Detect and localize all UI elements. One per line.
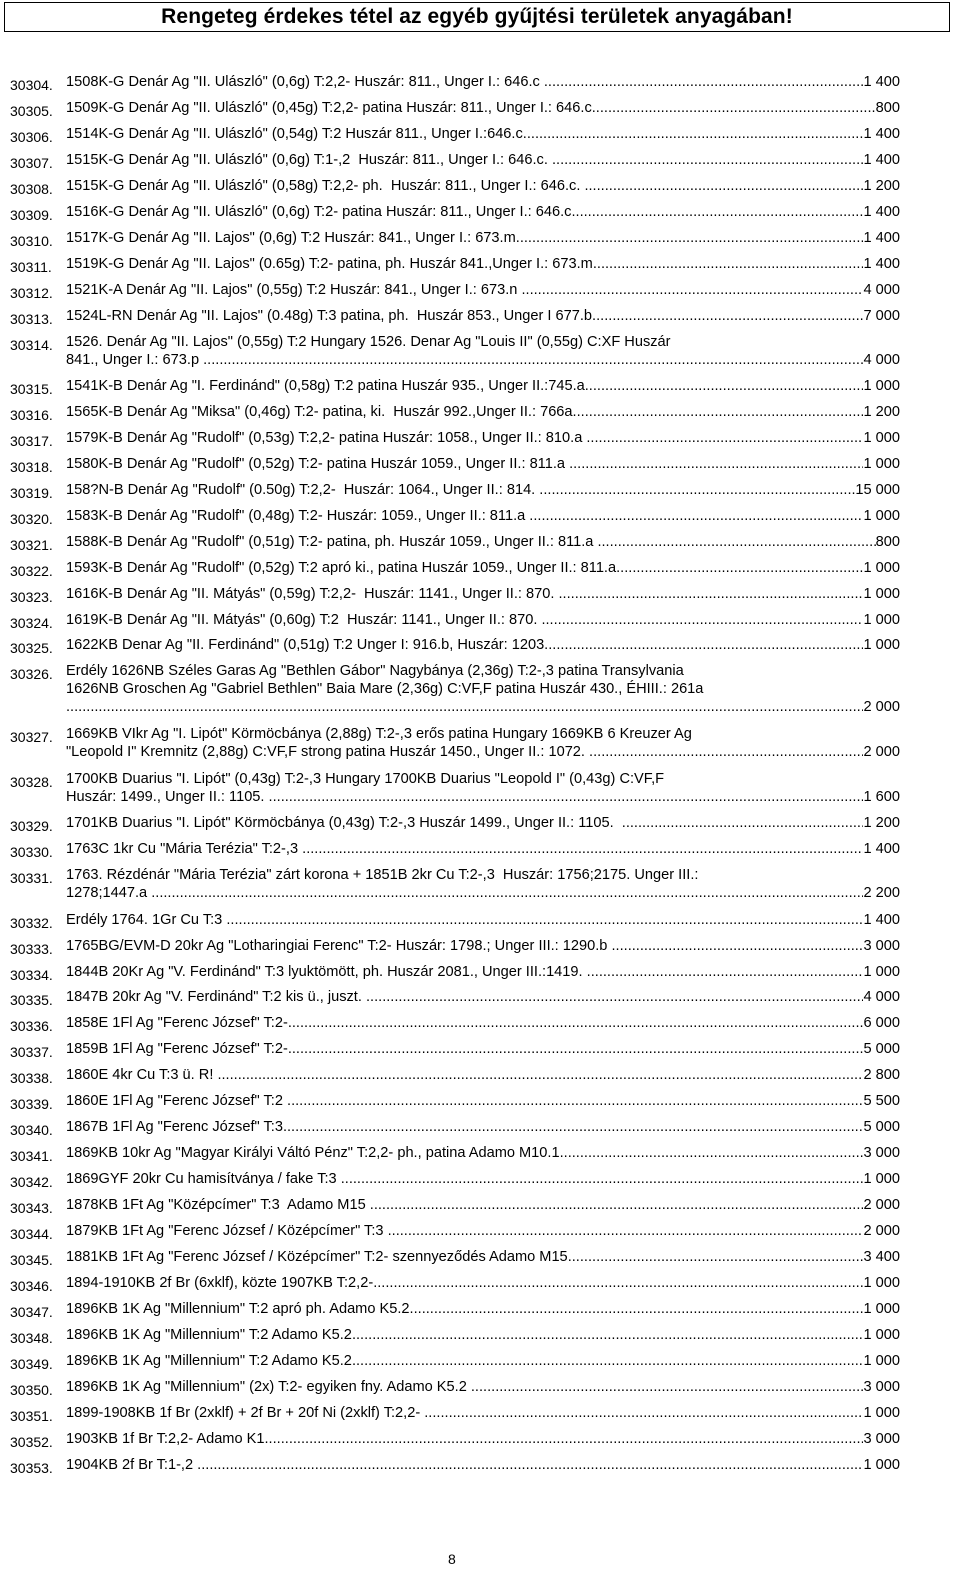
lot-description <box>66 429 900 447</box>
lot-description <box>66 1456 900 1474</box>
dot-leader <box>373 1274 863 1292</box>
lot-text: 1763. Rézdénár "Mária Terézia" zárt korona + 1851B 2kr Cu T:2-,3 Huszár: 1756;2175. Unger III.: <box>66 867 699 884</box>
lot-text: 1878KB 1Ft Ag "Középcímer" T:3 Adamo M15 <box>66 1197 370 1214</box>
dot-leader <box>589 743 863 761</box>
lot-text: 1580K-B Denár Ag "Rudolf" (0,52g) T:2- patina Huszár 1059., Unger II.: 811.a <box>66 455 570 472</box>
lot-number: 30349. <box>10 1355 53 1372</box>
lot-number: 30321. <box>10 536 53 553</box>
lot-description <box>66 725 900 743</box>
lot-text: 1579K-B Denár Ag "Rudolf" (0,53g) T:2,2- patina Huszár: 1058., Unger II.: 810.a <box>66 429 587 446</box>
lot-price: 6 000 <box>863 1015 900 1032</box>
lot-price: 1 000 <box>863 1326 900 1343</box>
lot-description-continued <box>66 680 900 698</box>
lot-price: 4 000 <box>863 281 900 298</box>
lot-description <box>66 1066 900 1084</box>
lot-text: 1515K-G Denár Ag "II. Ulászló" (0,6g) T:1-,2 Huszár: 811., Unger I.: 646.c. <box>66 151 552 168</box>
lot-number: 30313. <box>10 310 53 327</box>
dot-leader <box>197 1456 863 1474</box>
lot-description <box>66 281 900 299</box>
lot-number: 30305. <box>10 102 53 119</box>
lot-description <box>66 1404 900 1422</box>
lot-text: 1588K-B Denár Ag "Rudolf" (0,51g) T:2- patina, ph. Huszár 1059., Unger II.: 811.a <box>66 533 598 550</box>
lot-price: 1 000 <box>863 507 900 524</box>
lot-price: 15 000 <box>855 481 900 498</box>
dot-leader <box>560 1144 864 1162</box>
lot-price: 1 200 <box>863 177 900 194</box>
lot-text: 1524L-RN Denár Ag "II. Lajos" (0.48g) T:3 patina, ph. Huszár 853., Unger I 677.b <box>66 307 593 324</box>
lot-price: 1 000 <box>863 455 900 472</box>
lot-price: 2 000 <box>863 744 900 761</box>
lot-number: 30325. <box>10 640 53 657</box>
lot-number: 30322. <box>10 562 53 579</box>
lot-price: 2 800 <box>863 1067 900 1084</box>
lot-number: 30336. <box>10 1018 53 1035</box>
dot-leader <box>529 507 863 525</box>
lot-text: 1763C 1kr Cu "Mária Terézia" T:2-,3 <box>66 841 303 858</box>
banner-title: Rengeteg érdekes tétel az egyéb gyűjtési területek anyagában! <box>161 5 793 28</box>
lot-number: 30324. <box>10 614 53 631</box>
lot-description <box>66 533 900 551</box>
dot-leader <box>611 937 863 955</box>
lot-text: 1541K-B Denár Ag "I. Ferdinánd" (0,58g) T:2 patina Huszár 935., Unger II.:745.a <box>66 377 585 394</box>
lot-price: 1 200 <box>863 815 900 832</box>
lot-description <box>66 1352 900 1370</box>
lot-description <box>66 611 900 629</box>
lot-price: 2 000 <box>863 1197 900 1214</box>
dot-leader <box>552 151 864 169</box>
lot-text: 1896KB 1K Ag "Millennium" (2x) T:2- egyiken fny. Adamo K5.2 <box>66 1378 471 1395</box>
lot-text: 1881KB 1Ft Ag "Ferenc József / Középcímer" T:2- szennyeződés Adamo M15 <box>66 1248 568 1265</box>
dot-leader <box>283 1118 864 1136</box>
lot-number: 30332. <box>10 914 53 931</box>
lot-price: 1 000 <box>863 1456 900 1473</box>
lot-text: 1508K-G Denár Ag "II. Ulászló" (0,6g) T:2,2- Huszár: 811., Unger I.: 646.c <box>66 74 544 90</box>
lot-description <box>66 1040 900 1058</box>
lot-description <box>66 636 900 654</box>
dot-leader <box>584 177 863 195</box>
lot-description <box>66 585 900 603</box>
dot-leader <box>388 1222 864 1240</box>
lot-description <box>66 99 900 117</box>
lot-text: 1896KB 1K Ag "Millennium" T:2 Adamo K5.2 <box>66 1352 352 1369</box>
lot-text: 1521K-A Denár Ag "II. Lajos" (0,55g) T:2 Huszár: 841., Unger I.: 673.n <box>66 281 522 298</box>
dot-leader <box>471 1378 864 1396</box>
lot-price: 4 000 <box>863 989 900 1006</box>
lot-number: 30338. <box>10 1070 53 1087</box>
dot-leader <box>288 1014 864 1032</box>
lot-text: 1515K-G Denár Ag "II. Ulászló" (0,58g) T:2,2- ph. Huszár: 811., Unger I.: 646.c. <box>66 177 585 194</box>
lot-text: 1565K-B Denár Ag "Miksa" (0,46g) T:2- patina, ki. Huszár 992.,Unger II.: 766a. <box>66 403 577 420</box>
lot-text: 1526. Denár Ag "II. Lajos" (0,55g) T:2 Hungary 1526. Denar Ag "Louis II" (0,55g) C:XF Huszár <box>66 333 671 350</box>
lot-description <box>66 255 900 273</box>
lot-number: 30344. <box>10 1226 53 1242</box>
lot-description <box>66 1378 900 1396</box>
lot-text: 1879KB 1Ft Ag "Ferenc József / Középcímer" T:3 <box>66 1223 388 1239</box>
lot-price: 5 000 <box>863 1119 900 1136</box>
lot-description <box>66 963 900 981</box>
dot-leader <box>265 1430 864 1448</box>
lot-description <box>66 307 900 325</box>
lot-number: 30318. <box>10 458 53 475</box>
lot-description-continued <box>66 743 900 761</box>
lot-price: 1 000 <box>863 611 900 628</box>
lot-description <box>66 507 900 525</box>
lot-price: 1 000 <box>863 1274 900 1291</box>
lot-price: 2 000 <box>863 1223 900 1239</box>
lot-description <box>66 1118 900 1136</box>
lot-price: 1 400 <box>863 229 900 246</box>
lot-number: 30326. <box>10 666 53 683</box>
lot-text: 158?N-B Denár Ag "Rudolf" (0.50g) T:2,2- Huszár: 1064., Unger II.: 814. <box>66 481 540 498</box>
lot-price: 1 000 <box>863 559 900 576</box>
lot-text: 1867B 1Fl Ag "Ferenc József" T:3 <box>66 1119 283 1136</box>
lot-number: 30352. <box>10 1433 53 1450</box>
lot-description <box>66 1196 900 1214</box>
lot-price: 1 000 <box>863 1352 900 1369</box>
lot-text: 1514K-G Denár Ag "II. Ulászló" (0,54g) T:2 Huszár 811., Unger I.:646.c. <box>66 125 527 142</box>
lot-number: 30311. <box>10 258 52 275</box>
lot-description <box>66 988 900 1006</box>
lot-description <box>66 377 900 395</box>
lot-price: 1 000 <box>863 1171 900 1188</box>
lot-number: 30308. <box>10 180 53 197</box>
lot-number: 30304. <box>10 77 53 93</box>
lot-text: 1869KB 10kr Ag "Magyar Királyi Váltó Pénz" T:2,2- ph., patina Adamo M10.1 <box>66 1145 560 1162</box>
dot-leader <box>410 1300 864 1318</box>
dot-leader <box>302 840 863 858</box>
dot-leader <box>577 403 864 421</box>
lot-number: 30317. <box>10 432 53 449</box>
lot-price: 3 000 <box>863 1430 900 1447</box>
lot-text: 1509K-G Denár Ag "II. Ulászló" (0,45g) T:2,2- patina Huszár: 811., Unger I.: 646.c. <box>66 99 596 116</box>
lot-description <box>66 1248 900 1266</box>
dot-leader <box>592 307 863 325</box>
lot-price: 2 000 <box>863 699 900 716</box>
lot-price: 1 400 <box>863 203 900 220</box>
lot-price: 5 500 <box>863 1093 900 1110</box>
dot-leader <box>217 1066 863 1084</box>
lot-number: 30340. <box>10 1122 53 1139</box>
lot-number: 30348. <box>10 1329 53 1346</box>
lot-description <box>66 151 900 169</box>
lot-price: 1 400 <box>863 255 900 272</box>
dot-leader <box>568 1248 864 1266</box>
lot-number: 30307. <box>10 154 53 171</box>
lot-text: 1765BG/EVM-D 20kr Ag "Lotharingiai Ferenc" T:2- Huszár: 1798.; Unger III.: 1290.b <box>66 937 612 954</box>
lot-number: 30314. <box>10 336 53 353</box>
lot-number: 30351. <box>10 1407 53 1424</box>
dot-leader <box>569 455 863 473</box>
lot-text: 1896KB 1K Ag "Millennium" T:2 apró ph. Adamo K5.2 <box>66 1300 410 1317</box>
dot-leader <box>203 351 863 369</box>
lot-price: 4 000 <box>863 351 900 368</box>
dot-leader <box>597 533 875 551</box>
lot-price: 800 <box>875 99 900 116</box>
lot-price: 1 400 <box>863 151 900 168</box>
dot-leader <box>587 963 864 981</box>
lot-number: 30353. <box>10 1459 53 1476</box>
lot-text: 1858E 1Fl Ag "Ferenc József" T:2- <box>66 1015 288 1032</box>
lot-price: 1 000 <box>863 637 900 654</box>
lot-text: 1899-1908KB 1f Br (2xklf) + 2f Br + 20f Ni (2xklf) T:2,2- <box>66 1404 425 1421</box>
lot-price: 800 <box>875 533 900 550</box>
lot-description <box>66 1014 900 1032</box>
dot-leader <box>586 429 863 447</box>
lot-text: 1701KB Duarius "I. Lipót" Körmöcbánya (0,43g) T:2-,3 Huszár 1499., Unger II.: 1105. <box>66 815 622 832</box>
lot-text: 1622KB Denar Ag "II. Ferdinánd" (0,51g) T:2 Unger I: 916.b, Huszár: 1203. <box>66 637 549 654</box>
lot-price: 1 000 <box>863 963 900 980</box>
lot-text: 1593K-B Denár Ag "Rudolf" (0,52g) T:2 apró ki., patina Huszár 1059., Unger II.: 811.a <box>66 559 617 576</box>
lot-text: 1904KB 2f Br T:1-,2 <box>66 1456 198 1473</box>
dot-leader <box>558 585 863 603</box>
lot-price: 3 000 <box>863 1378 900 1395</box>
lot-text: 1516K-G Denár Ag "II. Ulászló" (0,6g) T:2- patina Huszár: 811., Unger I.: 646.c. <box>66 203 576 220</box>
lot-number: 30329. <box>10 818 53 835</box>
lot-text: 1619K-B Denár Ag "II. Mátyás" (0,60g) T:2 Huszár: 1141., Unger II.: 870. <box>66 611 542 628</box>
lot-number: 30334. <box>10 966 53 983</box>
lot-number: 30312. <box>10 284 53 301</box>
lot-description <box>66 229 900 247</box>
lot-description <box>66 866 900 884</box>
dot-leader <box>544 73 864 91</box>
dot-leader <box>424 1404 863 1422</box>
lot-text: Erdély 1626NB Széles Garas Ag "Bethlen Gábor" Nagybánya (2,36g) T:2-,3 patina Transylvania <box>66 663 684 680</box>
lot-price: 5 000 <box>863 1041 900 1058</box>
lot-text: 1869GYF 20kr Cu hamisítványa / fake T:3 <box>66 1171 341 1188</box>
dot-leader <box>521 281 863 299</box>
lot-text: 1903KB 1f Br T:2,2- Adamo K1 <box>66 1430 265 1447</box>
lot-description <box>66 125 900 143</box>
lot-text: 1626NB Groschen Ag "Gabriel Bethlen" Baia Mare (2,36g) C:VF,F patina Huszár 430., ÉHIII.: 261a <box>66 681 704 698</box>
dot-leader <box>366 988 863 1006</box>
lot-number: 30343. <box>10 1200 53 1217</box>
lot-number: 30328. <box>10 773 53 790</box>
lot-number: 30316. <box>10 406 53 423</box>
lot-number: 30319. <box>10 484 53 501</box>
dot-leader <box>576 203 864 221</box>
lot-description <box>66 1222 900 1240</box>
lot-price: 1 400 <box>863 125 900 142</box>
lot-price: 1 000 <box>863 429 900 446</box>
lot-description <box>66 203 900 221</box>
lot-text: 1860E 1Fl Ag "Ferenc József" T:2 <box>66 1093 288 1110</box>
lot-text: 1894-1910KB 2f Br (6xklf), közte 1907KB T:2,2- <box>66 1274 374 1291</box>
lot-price: 1 400 <box>863 911 900 928</box>
lot-description <box>66 177 900 195</box>
lot-description <box>66 559 900 577</box>
lot-description <box>66 911 900 929</box>
lot-description <box>66 1430 900 1448</box>
lot-description <box>66 1300 900 1318</box>
dot-leader <box>539 481 855 499</box>
dot-leader <box>370 1196 864 1214</box>
lot-number: 30306. <box>10 128 53 145</box>
lot-price: 7 000 <box>863 307 900 324</box>
lot-text: Huszár: 1499., Unger II.: 1105. <box>66 788 269 805</box>
lot-price: 1 000 <box>863 585 900 602</box>
lot-text: 1616K-B Denár Ag "II. Mátyás" (0,59g) T:2,2- Huszár: 1141., Unger II.: 870. <box>66 585 559 602</box>
lot-price: 1 000 <box>863 1404 900 1421</box>
dot-leader <box>548 636 863 654</box>
dot-leader <box>269 788 864 806</box>
lot-description <box>66 1092 900 1110</box>
dot-leader <box>352 1326 864 1344</box>
lot-number: 30320. <box>10 510 53 527</box>
lot-number: 30315. <box>10 380 53 397</box>
dot-leader <box>226 911 863 929</box>
lot-text: 841., Unger I.: 673.p <box>66 351 204 368</box>
dot-leader <box>341 1170 864 1188</box>
dot-leader <box>585 377 864 395</box>
lot-number: 30337. <box>10 1044 53 1061</box>
dot-leader <box>288 1040 864 1058</box>
lot-number: 30346. <box>10 1277 53 1294</box>
lot-price: 1 000 <box>863 377 900 394</box>
lot-number: 30309. <box>10 206 53 223</box>
lot-number: 30323. <box>10 588 53 605</box>
dot-leader <box>596 99 876 117</box>
lot-number: 30350. <box>10 1381 53 1398</box>
lot-number: 30330. <box>10 844 53 861</box>
lot-text: 1700KB Duarius "I. Lipót" (0,43g) T:2-,3 Hungary 1700KB Duarius "Leopold I" (0,43g) C:VF,F <box>66 770 665 787</box>
lot-text: 1583K-B Denár Ag "Rudolf" (0,48g) T:2- Huszár: 1059., Unger II.: 811.a <box>66 507 530 524</box>
lot-price: 2 200 <box>863 885 900 902</box>
lot-price: 1 400 <box>863 841 900 858</box>
lot-description-continued <box>66 698 900 716</box>
page-number: 8 <box>448 1551 456 1567</box>
lot-description <box>66 814 900 832</box>
dot-leader <box>541 611 863 629</box>
lot-text: 1517K-G Denár Ag "II. Lajos" (0,6g) T:2 Huszár: 841., Unger I.: 673.m <box>66 229 516 246</box>
dot-leader <box>352 1352 864 1370</box>
lot-number: 30335. <box>10 992 53 1009</box>
dot-leader <box>66 698 863 716</box>
lot-description <box>66 662 900 680</box>
lot-description <box>66 481 900 499</box>
lot-description <box>66 403 900 421</box>
lot-price: 3 400 <box>863 1248 900 1265</box>
lot-description-continued <box>66 788 900 806</box>
lot-description-continued <box>66 884 900 902</box>
lot-number: 30333. <box>10 940 53 957</box>
lot-description <box>66 937 900 955</box>
lot-text: 1278;1447.a <box>66 885 152 902</box>
lot-description <box>66 1326 900 1344</box>
dot-leader <box>287 1092 863 1110</box>
lot-text: "Leopold I" Kremnitz (2,88g) C:VF,F strong patina Huszár 1450., Unger II.: 1072. <box>66 744 590 761</box>
lot-text: 1847B 20kr Ag "V. Ferdinánd" T:2 kis ü., juszt. <box>66 989 366 1006</box>
lot-description <box>66 1170 900 1188</box>
lot-text: 1519K-G Denár Ag "II. Lajos" (0.65g) T:2- patina, ph. Huszár 841.,Unger I.: 673.m <box>66 255 593 272</box>
lot-number: 30345. <box>10 1251 53 1268</box>
lot-description <box>66 1274 900 1292</box>
lot-description-continued <box>66 351 900 369</box>
lot-number: 30331. <box>10 870 53 887</box>
lot-price: 1 400 <box>863 74 900 90</box>
lot-number: 30339. <box>10 1096 53 1113</box>
lot-description <box>66 1144 900 1162</box>
dot-leader <box>593 255 864 273</box>
lot-number: 30347. <box>10 1303 53 1320</box>
lot-text: 1669KB VIkr Ag "I. Lipót" Körmöcbánya (2,88g) T:2-,3 erős patina Hungary 1669KB 6 Kreuzer Ag <box>66 726 692 743</box>
dot-leader <box>516 229 864 247</box>
lot-description <box>66 333 900 351</box>
lot-text: 1896KB 1K Ag "Millennium" T:2 Adamo K5.2 <box>66 1326 352 1343</box>
dot-leader <box>616 559 863 577</box>
lot-text: Erdély 1764. 1Gr Cu T:3 <box>66 911 227 928</box>
lot-text: 1859B 1Fl Ag "Ferenc József" T:2- <box>66 1041 288 1058</box>
lot-price: 3 000 <box>863 937 900 954</box>
dot-leader <box>622 814 864 832</box>
lot-number: 30327. <box>10 729 53 746</box>
lot-description <box>66 840 900 858</box>
lot-number: 30341. <box>10 1148 53 1165</box>
lot-number: 30342. <box>10 1174 53 1191</box>
lot-price: 1 200 <box>863 403 900 420</box>
lot-number: 30310. <box>10 232 53 249</box>
lot-text: 1860E 4kr Cu T:3 ü. R! <box>66 1067 218 1084</box>
lot-description <box>66 770 900 788</box>
lot-description <box>66 455 900 473</box>
lot-description <box>66 73 900 91</box>
dot-leader <box>527 125 864 143</box>
lot-price: 3 000 <box>863 1145 900 1162</box>
lot-price: 1 600 <box>863 788 900 805</box>
lot-text: 1844B 20Kr Ag "V. Ferdinánd" T:3 lyuktömött, ph. Huszár 2081., Unger III.:1419. <box>66 963 587 980</box>
dot-leader <box>151 884 863 902</box>
lot-price: 1 000 <box>863 1300 900 1317</box>
